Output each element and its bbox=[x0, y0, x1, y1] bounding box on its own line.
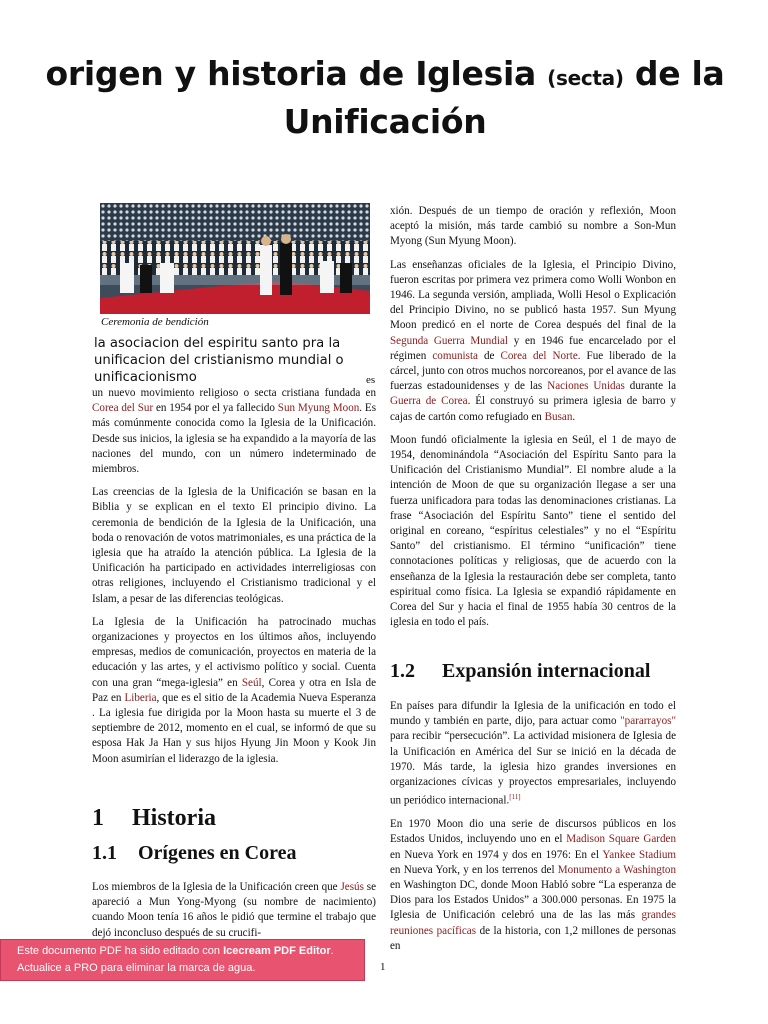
subsection-heading-origenes: 1.1 Orígenes en Corea bbox=[92, 842, 297, 864]
link-jesus[interactable]: Jesús bbox=[340, 881, 364, 893]
title-secta: (secta) bbox=[547, 66, 624, 90]
paragraph: xión. Después de un tiempo de oración y reflexión, Moon aceptó la misión, más tarde cambió su nombre a Son-Mun Myong (Sun Myung Moon). bbox=[390, 205, 676, 248]
link-grandes-reuniones-pacificas[interactable]: grandes reuniones pacíficas bbox=[390, 909, 676, 937]
right-column-bottom bbox=[390, 699, 676, 962]
paragraph: un nuevo movimiento religioso o secta cristiana fundada en Corea del Sur en 1954 por el ya fallecido Sun Myung Moon. Es más comúnmente conocida como la Iglesia de la Unificación. Desde sus inicios, la iglesia se ha expandido a la mayoría de las naciones del mundo, con un número indeterminado de miembros. bbox=[92, 387, 377, 476]
left-column-top bbox=[92, 386, 376, 775]
title-main: origen y historia de Iglesia bbox=[45, 54, 536, 93]
paragraph: La Iglesia de la Unificación ha patrocinado muchas organizaciones y proyectos en los últimos años, incluyendo empresas, medios de comunicación, proyectos en materia de la educación y las artes, y el activismo político y social. Cuenta con una gran “mega-iglesia” en Seúl, Corea y otra en Isla de Paz en Liberia, que es el sitio de la Academia Nueva Esperanza . La iglesia fue dirigida por la Moon hasta su muerte el 3 de septiembre de 2012, momento en el cual, se informó de que su esposa Hak Ja Han y sus hijos Hyung Jin Moon y Kook Jin Moon asumirían el liderazgo de la iglesia. bbox=[92, 615, 376, 765]
paragraph: Moon fundó oficialmente la iglesia en Seúl, el 1 de mayo de 1954, denominándola “Asociación del Espíritu Santo para la Unificación del Cristianismo Mundial”. El nombre alude a la intención de Moon de que su organización llegase a ser una fuerza unificadora para todas las denominaciones cristianas. La frase “Asociación del Espíritu Santo” tiene el sentido del original en coreano, “espíritus celestiales” y no el “Espíritu Santo” del cristianismo. El término “unificación” tiene connotaciones políticas y religiosas, que de acuerdo con la enseñanza de la Iglesia la restauración debe ser completa, tanto espiritual como física. La Iglesia se expandió rápidamente en Corea del Sur y hacia el final de 1955 había 30 centros de la iglesia en todo el país. bbox=[390, 433, 676, 629]
reference-11[interactable]: [11] bbox=[509, 793, 521, 802]
page-title bbox=[40, 52, 730, 144]
link-segunda-guerra-mundial[interactable]: Segunda Guerra Mundial bbox=[390, 334, 508, 347]
link-corea-del-sur[interactable]: Corea del Sur bbox=[92, 402, 154, 415]
subtitle-trailing-word: es bbox=[366, 374, 376, 386]
link-pararrayos[interactable]: "pararrayos" bbox=[620, 715, 676, 728]
link-corea-del-norte[interactable]: Corea del Norte bbox=[500, 349, 578, 362]
link-sun-myung-moon[interactable]: Sun Myung Moon bbox=[277, 402, 360, 415]
link-busan[interactable]: Busan bbox=[544, 410, 573, 423]
watermark-banner[interactable]: Este documento PDF ha sido editado con Icecream PDF Editor. Actualice a PRO para eliminar la marca de agua. bbox=[0, 939, 365, 981]
link-yankee-stadium[interactable]: Yankee Stadium bbox=[602, 848, 676, 861]
paragraph: Las creencias de la Iglesia de la Unificación se basan en la Biblia y se explican en el texto El principio divino. La ceremonia de bendición de la Iglesia de la Unificación, una boda o renovación de votos matrimoniales, es una práctica de la iglesia que ha atraído la atención pública. La Iglesia de la Unificación ha participado en actividades interreligiosas con otras religiones, incluyendo el Cristianismo tradicional y el Islam, a pesar de las diferencias teológicas. bbox=[92, 486, 376, 605]
subsection-heading-expansion: 1.2 Expansión internacional bbox=[390, 660, 651, 682]
title-de-la: de la bbox=[634, 54, 725, 93]
link-monumento-a-washington[interactable]: Monumento a Washington bbox=[557, 863, 676, 876]
link-madison-square-garden[interactable]: Madison Square Garden bbox=[566, 833, 676, 846]
link-comunista[interactable]: comunista bbox=[432, 349, 478, 362]
watermark-product-name: Icecream PDF Editor bbox=[223, 945, 331, 957]
ceremony-photo bbox=[100, 203, 370, 314]
paragraph: Los miembros de la Iglesia de la Unificación creen que Jesús se apareció a Mun Yong-Myong (su nombre de nacimiento) cuando Moon tenía 16 años le pidió que termine el trabajo que dejó inconcluso después de su crucifi- bbox=[92, 881, 377, 939]
photo-caption: Ceremonia de bendición bbox=[101, 316, 209, 328]
right-column-top bbox=[390, 204, 676, 638]
paragraph: En 1970 Moon dio una serie de discursos públicos en los Estados Unidos, incluyendo uno en el Madison Square Garden en Nueva York en 1974 y dos en 1976: En el Yankee Stadium en Nueva York, y en los terrenos del Monumento a Washington en Washington DC, donde Moon Habló sobre “La esperanza de Dios para los Estados Unidos” a 300.000 personas. En 1975 la Iglesia de Unificación celebró una de las las más grandes reuniones pacíficas de la historia, con 1,2 millones de personas en bbox=[390, 818, 676, 952]
link-seul[interactable]: Seúl bbox=[241, 676, 262, 689]
page-number: 1 bbox=[380, 961, 386, 973]
section-heading-historia: 1 Historia bbox=[92, 805, 216, 831]
link-guerra-de-corea[interactable]: Guerra de Corea bbox=[390, 395, 468, 408]
watermark-upgrade-text: Actualice a PRO para eliminar la marca de agua. bbox=[17, 962, 256, 974]
link-liberia[interactable]: Liberia bbox=[124, 691, 157, 704]
paragraph: En países para difundir la Iglesia de la unificación en todo el mundo y también en parte, dijo, para actuar como "pararrayos" para recibir “persecución”. La actividad misionera de Iglesia de la Unificación en América del Sur se inició en la década de 1970. Más tarde, la iglesia hizo grandes inversiones en organizaciones cívicas y proyectos empresariales, incluyendo un periódico internacional.[11] bbox=[390, 700, 676, 807]
paragraph: Las enseñanzas oficiales de la Iglesia, el Principio Divino, fueron escritas por primera vez primera como Wolli Wonbon en 1946. La segunda versión, ampliada, Wolli Hesol o Explicación del Principio Divino, no se publicó hasta 1957. Sun Myung Moon predicó en el norte de Corea después del final de la Segunda Guerra Mundial y en 1946 fue encarcelado por el régimen comunista de Corea del Norte. Fue liberado de la cárcel, junto con otros muchos norcoreanos, por el avance de las fuerzas estadounidenses y de las Naciones Unidas durante la Guerra de Corea. Él construyó su primera iglesia de barro y cajas de cartón como refugiado en Busan. bbox=[390, 258, 677, 423]
link-naciones-unidas[interactable]: Naciones Unidas bbox=[547, 380, 625, 393]
subtitle: la asociacion del espiritu santo pra la unificacion del cristianismo mundial o unificacionismo bbox=[94, 336, 344, 385]
title-line2: Unificación bbox=[283, 102, 487, 141]
